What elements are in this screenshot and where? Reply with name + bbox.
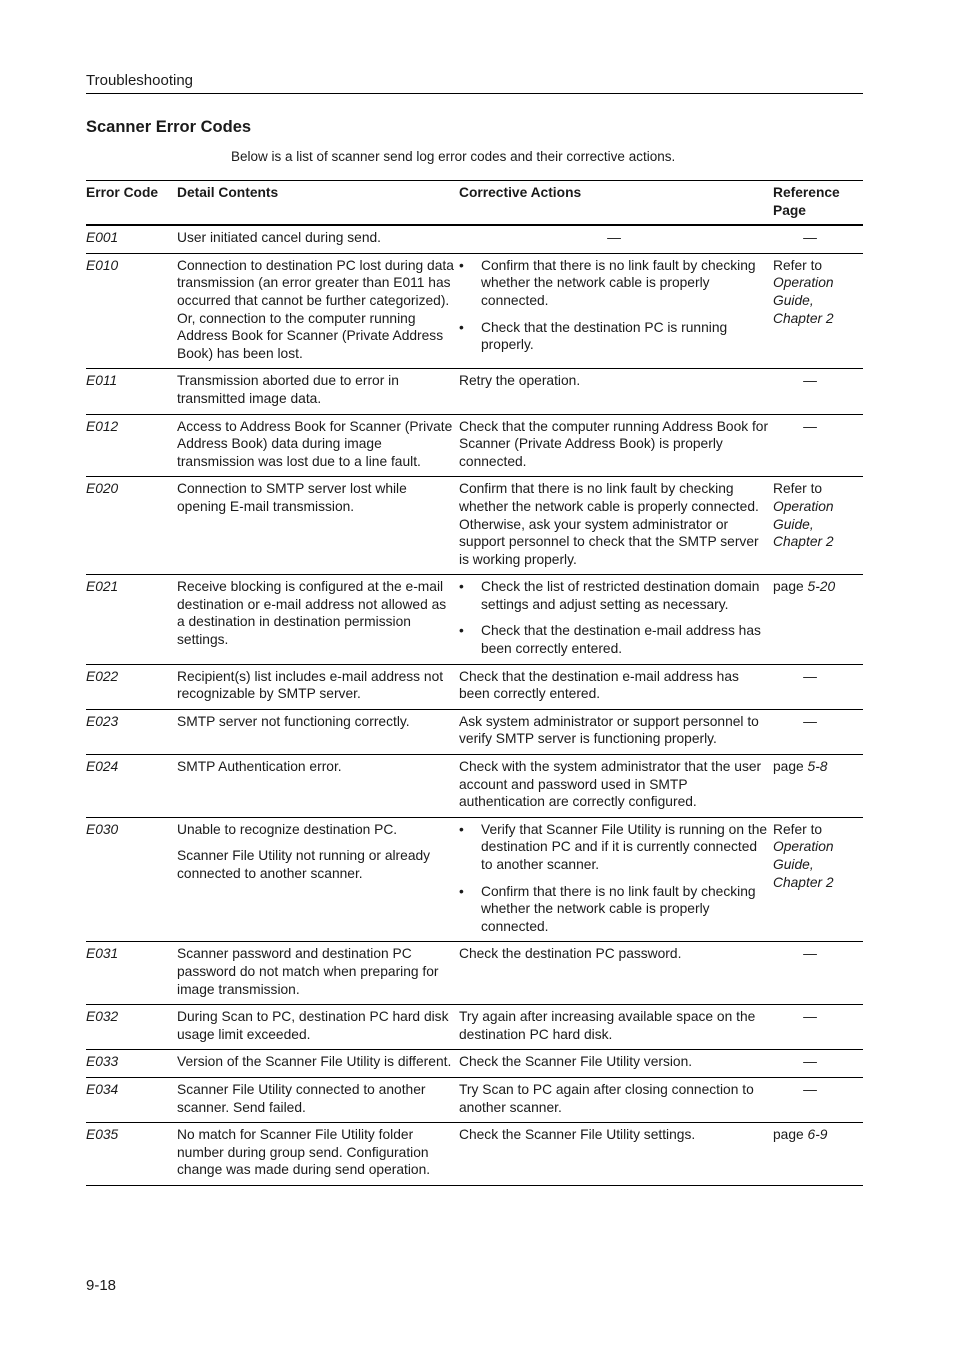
corrective-actions-cell [459,253,773,369]
error-code-table-container [86,180,863,1186]
detail-contents-cell [177,369,459,414]
reference-dash: — [803,1009,817,1025]
reference-dash: — [803,373,817,389]
table-row [86,477,863,575]
table-row [86,1005,863,1050]
table-row [86,414,863,477]
detail-contents-cell [177,225,459,253]
error-code-cell: E020 [86,477,177,575]
table-row [86,942,863,1005]
action-list [459,821,769,936]
corrective-actions-cell [459,942,773,1005]
section-title: Scanner Error Codes [86,118,252,136]
table-row [86,1050,863,1078]
detail-contents-cell [177,755,459,818]
reference-prefix: Refer to [773,481,823,497]
reference-page-cell [773,477,863,575]
table-row [86,755,863,818]
reference-dash: — [803,946,817,962]
detail-paragraph: User initiated cancel during send. [177,230,382,246]
table-row [86,225,863,253]
corrective-actions-cell [459,414,773,477]
running-header: Troubleshooting [86,72,863,94]
reference-dash: — [803,713,817,729]
action-text: Check the Scanner File Utility version. [459,1054,693,1070]
reference-page-cell [773,817,863,942]
action-list-item: • Check the list of restricted destination domain settings and adjust setting as necessary. [459,578,769,613]
action-text: Check that the computer running Address Book for Scanner (Private Address Book) is properly connected. [459,418,769,469]
reference-page-cell [773,1050,863,1078]
detail-paragraph: Version of the Scanner File Utility is different. [177,1054,452,1070]
error-code-cell: E012 [86,414,177,477]
table-row [86,817,863,942]
detail-paragraph: Recipient(s) list includes e-mail address not recognizable by SMTP server. [177,668,444,702]
table-row [86,664,863,709]
corrective-actions-cell [459,709,773,754]
reference-prefix: page [773,1127,808,1143]
column-header-error-code: Error Code [86,181,177,226]
corrective-actions-cell [459,369,773,414]
reference-target: Operation Guide, Chapter 2 [773,839,834,890]
table-row [86,1077,863,1122]
reference-page-cell [773,253,863,369]
action-text: Ask system administrator or support personnel to verify SMTP server is functioning properly. [459,713,759,747]
reference-page-cell [773,369,863,414]
column-header-corrective-actions: Corrective Actions [459,181,773,226]
detail-contents-cell [177,1077,459,1122]
corrective-actions-cell [459,817,773,942]
error-code-table [86,180,863,1186]
error-code-cell: E035 [86,1123,177,1186]
action-text: Check the destination PC password. [459,946,682,962]
detail-paragraph: During Scan to PC, destination PC hard disk usage limit exceeded. [177,1009,449,1042]
table-header-row [86,181,863,226]
reference-page-cell [773,942,863,1005]
error-code-cell: E031 [86,942,177,1005]
detail-paragraph: Unable to recognize destination PC. [177,821,398,837]
detail-paragraph: Connection to destination PC lost during data transmission (an error greater than E011 has occurred that cannot be further categorized). Or, connection to the computer running Address Book for Scanner (Private Address Book) has been lost. [177,257,454,361]
detail-paragraph: SMTP server not functioning correctly. [177,713,410,729]
detail-contents-cell [177,253,459,369]
action-list-item: • Confirm that there is no link fault by checking whether the network cable is properly connected. [459,883,769,936]
reference-page-cell [773,575,863,664]
detail-paragraph: Transmission aborted due to error in transmitted image data. [177,373,399,406]
error-code-cell: E023 [86,709,177,754]
column-header-detail-contents: Detail Contents [177,181,459,226]
table-body [86,225,863,1185]
detail-contents-cell [177,1005,459,1050]
detail-paragraph: Access to Address Book for Scanner (Private Address Book) data during image transmission was lost due to a line fault. [177,418,453,469]
reference-dash: — [803,418,817,434]
reference-prefix: page [773,759,808,775]
corrective-actions-cell [459,477,773,575]
reference-page-cell [773,1077,863,1122]
reference-target: 5-8 [807,759,828,775]
corrective-actions-cell [459,1050,773,1078]
detail-contents-cell [177,1050,459,1078]
action-list-item: • Verify that Scanner File Utility is running on the destination PC and if it is currently connected to another scanner. [459,821,769,874]
table-row [86,369,863,414]
detail-contents-cell [177,477,459,575]
action-text: Check that the destination e-mail address has been correctly entered. [459,668,739,702]
action-text: Retry the operation. [459,373,581,389]
corrective-actions-cell [459,664,773,709]
error-code-cell: E034 [86,1077,177,1122]
reference-dash: — [803,230,817,246]
action-list [459,578,769,657]
reference-dash: — [803,668,817,684]
reference-target: Operation Guide, Chapter 2 [773,498,834,550]
reference-target: 6-9 [807,1127,828,1143]
detail-contents-cell [177,664,459,709]
detail-paragraph: Receive blocking is configured at the e-mail destination or e-mail address not allowed as a destination in destination permission settings. [177,579,447,648]
column-header-reference-page: Reference Page [773,181,863,226]
reference-dash: — [803,1054,817,1070]
detail-contents-cell [177,942,459,1005]
corrective-actions-cell [459,1077,773,1122]
page-number: 9-18 [86,1277,117,1294]
error-code-cell: E030 [86,817,177,942]
reference-page-cell [773,709,863,754]
action-list-item: • Check that the destination PC is running properly. [459,319,769,354]
detail-paragraph: Scanner password and destination PC password do not match when preparing for image transmission. [177,946,439,997]
action-text: Confirm that there is no link fault by checking whether the network cable is properly connected. Otherwise, ask your system administrator or support personnel to check that the SMTP server is working properly. [459,481,759,567]
table-row [86,709,863,754]
reference-prefix: Refer to [773,257,823,273]
error-code-cell: E021 [86,575,177,664]
detail-contents-cell [177,1123,459,1186]
reference-page-cell [773,664,863,709]
error-code-cell: E010 [86,253,177,369]
table-row [86,253,863,369]
detail-paragraph: Scanner File Utility connected to another scanner. Send failed. [177,1081,426,1115]
detail-paragraph: SMTP Authentication error. [177,759,342,775]
action-text: Check with the system administrator that the user account and password used in SMTP authentication are correctly configured. [459,759,762,810]
reference-prefix: page [773,579,808,595]
error-code-cell: E011 [86,369,177,414]
reference-page-cell [773,1123,863,1186]
reference-target: 5-20 [807,579,836,595]
corrective-actions-cell [459,225,773,253]
action-text: Check the Scanner File Utility settings. [459,1127,696,1143]
error-code-cell: E032 [86,1005,177,1050]
detail-contents-cell [177,709,459,754]
reference-dash: — [803,1081,817,1097]
reference-target: Operation Guide, Chapter 2 [773,275,834,326]
detail-paragraph: Connection to SMTP server lost while opening E-mail transmission. [177,481,407,514]
action-list [459,257,769,354]
intro-text: Below is a list of scanner send log error codes and their corrective actions. [231,149,676,164]
reference-prefix: Refer to [773,821,823,837]
table-row [86,575,863,664]
action-text: Try again after increasing available space on the destination PC hard disk. [459,1009,756,1042]
detail-contents-cell [177,575,459,664]
action-list-item: • Confirm that there is no link fault by checking whether the network cable is properly connected. [459,257,769,310]
reference-page-cell [773,755,863,818]
action-text: Try Scan to PC again after closing connection to another scanner. [459,1081,754,1115]
corrective-actions-cell [459,1123,773,1186]
detail-contents-cell [177,414,459,477]
error-code-cell: E033 [86,1050,177,1078]
reference-page-cell [773,414,863,477]
error-code-cell: E022 [86,664,177,709]
corrective-actions-cell [459,1005,773,1050]
detail-paragraph: Scanner File Utility not running or already connected to another scanner. [177,848,431,881]
error-code-cell: E001 [86,225,177,253]
detail-contents-cell [177,817,459,942]
action-list-item: • Check that the destination e-mail address has been correctly entered. [459,622,769,657]
table-row [86,1123,863,1186]
reference-page-cell [773,225,863,253]
reference-page-cell [773,1005,863,1050]
corrective-actions-cell [459,755,773,818]
detail-paragraph: No match for Scanner File Utility folder number during group send. Configuration change was made during send operation. [177,1127,431,1178]
error-code-cell: E024 [86,755,177,818]
action-text: — [607,230,621,246]
corrective-actions-cell [459,575,773,664]
